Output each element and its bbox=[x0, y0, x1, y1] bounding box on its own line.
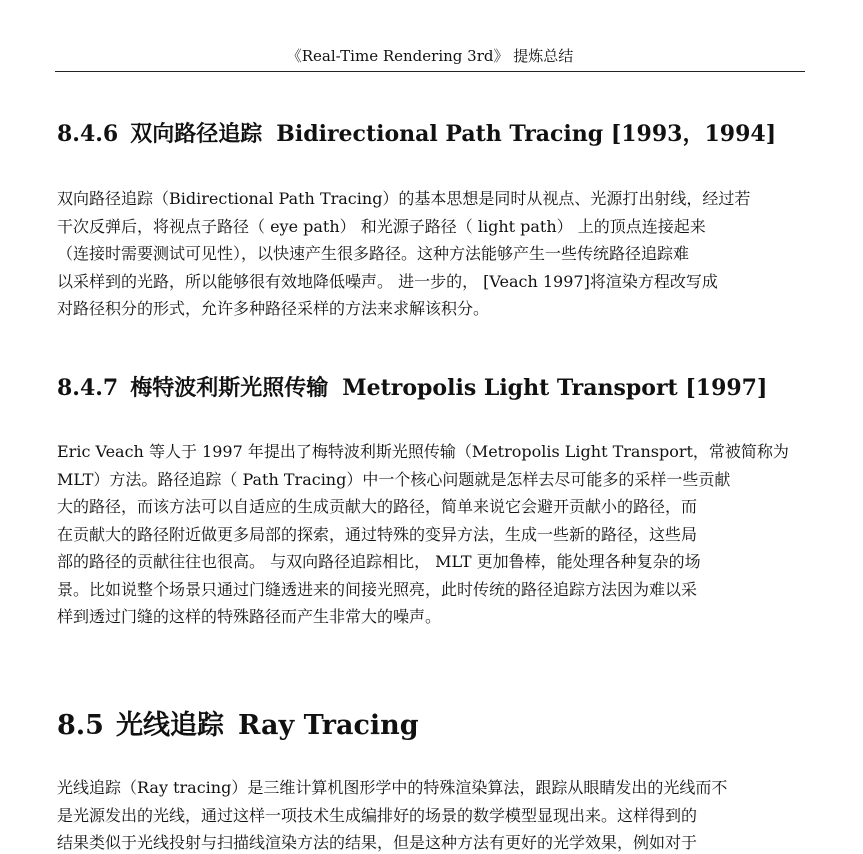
section-number: 8.4.7 bbox=[57, 375, 119, 401]
paragraph-line: 样到透过门缝的这样的特殊路径而产生非常大的噪声。 bbox=[57, 607, 442, 626]
paragraph-line: Eric Veach 等人于 1997 年提出了梅特波利斯光照传输（Metropolis Light Transport，常被简称为 bbox=[57, 442, 789, 461]
section-title-en: Ray Tracing bbox=[237, 710, 419, 741]
paragraph-line: 光线追踪（Ray tracing）是三维计算机图形学中的特殊渲染算法，跟踪从眼睛发出的光线而不 bbox=[57, 778, 728, 797]
paragraph-line: 是光源发出的光线，通过这样一项技术生成编排好的场景的数学模型显现出来。这样得到的 bbox=[57, 805, 698, 825]
section-paragraph-8-5 bbox=[57, 774, 807, 854]
paragraph-line: 部的路径的贡献往往也很高。 与双向路径追踪相比， MLT 更加鲁棒，能处理各种复杂的场 bbox=[57, 552, 701, 571]
section-title-en: Metropolis Light Transport [1997] bbox=[342, 375, 768, 401]
paragraph-line: MLT）方法。路径追踪（ Path Tracing）中一个核心问题就是怎样去尽可能多的采样一些贡献 bbox=[57, 469, 731, 489]
paragraph-line: 以采样到的光路，所以能够很有效地降低噪声。 进一步的， [Veach 1997]将渲染方程改写成 bbox=[57, 271, 718, 291]
section-paragraph-8-4-7 bbox=[57, 438, 807, 631]
section-heading-8-4-6 bbox=[57, 119, 776, 149]
paragraph-line: 干次反弹后，将视点子路径（ eye path） 和光源子路径（ light path） 上的顶点连接起来 bbox=[57, 216, 706, 236]
paragraph-line: 双向路径追踪（Bidirectional Path Tracing）的基本思想是同时从视点、光源打出射线，经过若 bbox=[57, 189, 751, 208]
paragraph-line: 结果类似于光线投射与扫描线渲染方法的结果，但是这种方法有更好的光学效果，例如对于 bbox=[57, 833, 698, 852]
section-heading-8-5 bbox=[57, 708, 419, 744]
section-title-cn: 双向路径追踪 bbox=[130, 121, 263, 147]
section-heading-8-4-7 bbox=[57, 373, 767, 403]
paragraph-line: 在贡献大的路径附近做更多局部的探索，通过特殊的变异方法，生成一些新的路径，这些局 bbox=[57, 524, 698, 544]
running-header: 《Real-Time Rendering 3rd》 提炼总结 bbox=[286, 47, 574, 65]
section-title-cn: 光线追踪 bbox=[115, 710, 224, 741]
section-title-cn: 梅特波利斯光照传输 bbox=[130, 375, 329, 401]
paragraph-line: 大的路径，而该方法可以自适应的生成贡献大的路径，简单来说它会避开贡献小的路径，而 bbox=[57, 497, 698, 516]
header-rule bbox=[55, 71, 805, 72]
section-title-en: Bidirectional Path Tracing [1993，1994] bbox=[276, 121, 777, 147]
section-paragraph-8-4-6 bbox=[57, 185, 807, 323]
section-number: 8.5 bbox=[57, 710, 104, 741]
paragraph-line: 对路径积分的形式，允许多种路径采样的方法来求解该积分。 bbox=[57, 299, 490, 318]
paragraph-line: 景。比如说整个场景只通过门缝透进来的间接光照亮，此时传统的路径追踪方法因为难以采 bbox=[57, 579, 698, 599]
paragraph-line: （连接时需要测试可见性），以快速产生很多路径。这种方法能够产生一些传统路径追踪难 bbox=[57, 244, 690, 263]
section-number: 8.4.6 bbox=[57, 121, 119, 147]
